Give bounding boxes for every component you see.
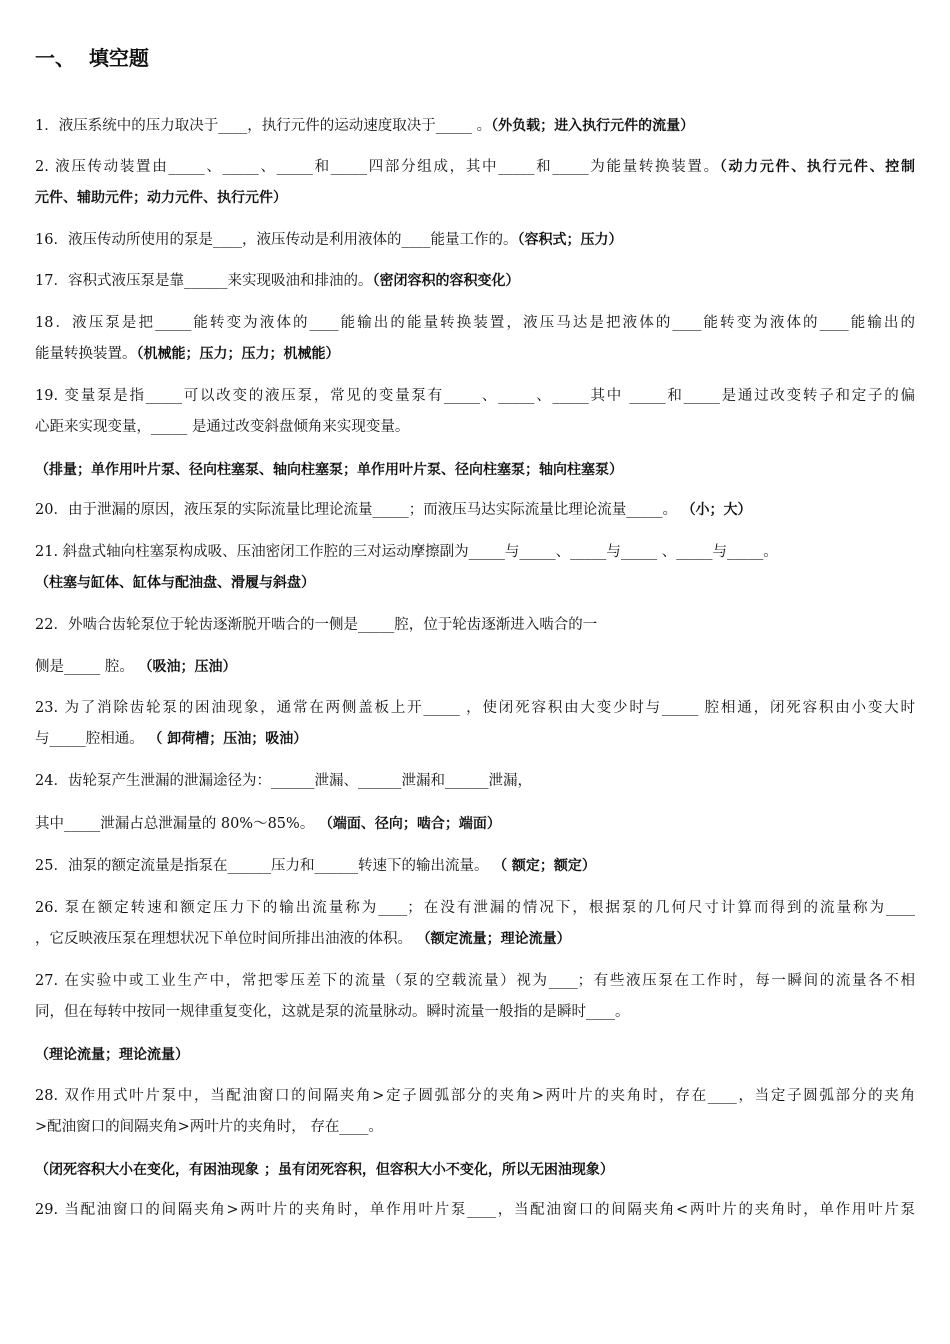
text-line [35,230,915,250]
text-line [35,1200,915,1220]
text-line [35,500,915,520]
text-line [35,460,915,480]
text-line [35,856,915,876]
answer-text: （ 额定；额定） [493,858,596,874]
question-text: 能量转换装置。 [35,346,137,362]
question-text: 其中_____泄漏占总泄漏量的 80%～85%。 [35,816,319,832]
answer-text: （吸油；压油） [138,659,237,675]
answer-text: （排量；单作用叶片泵、径向柱塞泵、轴向柱塞泵；单作用叶片泵、径向柱塞泵；轴向柱塞泵） [35,462,623,478]
question-text: ，它反映液压泵在理想状况下单位时间所排出油液的体积。 [35,931,417,947]
text-line [35,386,915,406]
question-text: 19. 变量泵是指_____可以改变的液压泵，常见的变量泵有_____、_____、_____其中 _____和_____是通过改变转子和定子的偏 [35,388,915,404]
answer-text: （容积式；压力） [517,232,623,248]
text-line [35,344,915,364]
text-line [35,1002,915,1022]
question-text: 29. 当配油窗口的间隔夹角>两叶片的夹角时，单作用叶片泵____，当配油窗口的间隔夹角<两叶片的夹角时，单作用叶片泵 [35,1202,915,1218]
answer-text: （动力元件、执行元件、控制 [719,159,915,175]
question-text: 心距来实现变量，_____ 是通过改变斜盘倾角来实现变量。 [35,419,410,435]
answer-text: （理论流量；理论流量） [35,1047,189,1063]
text-line [35,657,915,677]
answer-text: 元件、辅助元件；动力元件、执行元件） [35,190,287,206]
text-line [35,188,915,208]
text-line [35,271,915,291]
question-text: 22．外啮合齿轮泵位于轮齿逐渐脱开啮合的一侧是_____腔，位于轮齿逐渐进入啮合的一 [35,617,598,633]
answer-text: （机械能；压力；压力；机械能） [136,346,340,362]
text-line [35,1086,915,1106]
text-line [35,729,915,749]
question-text: >配油窗口的间隔夹角>两叶片的夹角时， 存在____。 [35,1119,383,1135]
answer-text: （柱塞与缸体、缸体与配油盘、滑履与斜盘） [35,575,315,591]
answer-text: （密闭容积的容积变化） [372,273,520,289]
text-line [35,116,915,136]
question-text: 2. 液压传动装置由_____、_____、_____和_____四部分组成，其中_____和_____为能量转换装置。 [35,159,720,175]
text-line [35,814,915,834]
text-line [35,929,915,949]
question-text: 23. 为了消除齿轮泵的困油现象，通常在两侧盖板上开_____ ，使闭死容积由大变少时与_____ 腔相通，闭死容积由小变大时 [35,700,915,716]
text-line [35,1117,915,1137]
text-line [35,573,915,593]
text-line [35,615,915,635]
question-text: 侧是_____ 腔。 [35,659,139,675]
text-line [35,1160,915,1180]
answer-text: （外负载；进入执行元件的流量） [491,118,695,134]
question-text: 26. 泵在额定转速和额定压力下的输出流量称为____；在没有泄漏的情况下，根据泵的几何尺寸计算而得到的流量称为____ [35,900,915,916]
question-text: 1．液压系统中的压力取决于____，执行元件的运动速度取决于_____ 。 [35,118,492,134]
question-text: 与_____腔相通。 [35,731,149,747]
answer-text: （ 卸荷槽；压油；吸油） [148,731,308,747]
text-line [35,313,915,333]
text-line [35,1045,915,1065]
text-line [35,417,915,437]
question-text: 同，但在每转中按同一规律重复变化，这就是泵的流量脉动。瞬时流量一般指的是瞬时____。 [35,1004,630,1020]
question-text: 16．液压传动所使用的泵是____，液压传动是利用液体的____能量工作的。 [35,232,518,248]
text-line [35,898,915,918]
text-line [35,542,915,562]
section-heading: 一、 填空题 [35,46,149,70]
question-text: 20．由于泄漏的原因，液压泵的实际流量比理论流量_____；而液压马达实际流量比理论流量_____。 [35,502,682,518]
text-line [35,771,915,791]
question-text: 28. 双作用式叶片泵中，当配油窗口的间隔夹角>定子圆弧部分的夹角>两叶片的夹角时，存在____，当定子圆弧部分的夹角 [35,1088,915,1104]
answer-text: （额定流量；理论流量） [416,931,571,947]
question-text: 24．齿轮泵产生泄漏的泄漏途径为：______泄漏、______泄漏和______泄漏， [35,773,532,789]
answer-text: （闭死容积大小在变化，有困油现象 ；虽有闭死容积，但容积大小不变化，所以无困油现象） [35,1162,614,1178]
text-line [35,157,915,177]
question-text: 27. 在实验中或工业生产中，常把零压差下的流量（泵的空载流量）视为____；有些液压泵在工作时，每一瞬间的流量各不相 [35,973,915,989]
question-text: 21. 斜盘式轴向柱塞泵构成吸、压油密闭工作腔的三对运动摩擦副为_____与_____、_____与_____ 、_____与_____。 [35,544,778,560]
answer-text: （小；大） [681,502,752,518]
text-line [35,698,915,718]
answer-text: （端面、径向；啮合；端面） [318,816,501,832]
question-text: 25．油泵的额定流量是指泵在______压力和______转速下的输出流量。 [35,858,494,874]
question-text: 18．液压泵是把_____能转变为液体的____能输出的能量转换装置，液压马达是把液体的____能转变为液体的____能输出的 [35,315,915,331]
question-text: 17．容积式液压泵是靠______来实现吸油和排油的。 [35,273,373,289]
text-line [35,971,915,991]
